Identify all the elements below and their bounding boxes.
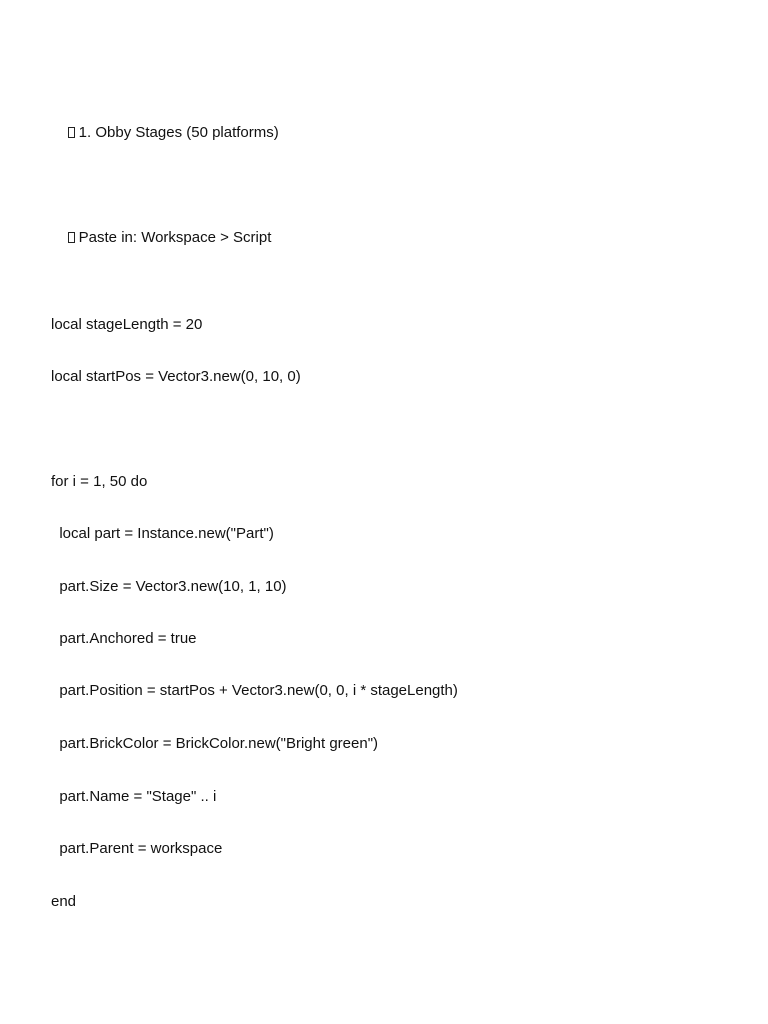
paste-instruction-text: Paste in: Workspace > Script — [78, 229, 272, 246]
missing-glyph-icon — [68, 232, 75, 243]
code-line: part.Parent = workspace — [51, 840, 223, 857]
section-heading — [51, 106, 279, 160]
code-line: local part = Instance.new("Part") — [51, 525, 274, 542]
code-line: for i = 1, 50 do — [51, 473, 148, 490]
missing-glyph-icon — [68, 127, 75, 138]
code-line: part.Name = "Stage" .. i — [51, 788, 217, 805]
paste-instruction — [51, 211, 271, 265]
code-line: local stageLength = 20 — [51, 316, 203, 333]
section-heading-text: 1. Obby Stages (50 platforms) — [78, 124, 279, 141]
code-line: part.BrickColor = BrickColor.new("Bright green") — [51, 735, 379, 752]
code-line: part.Size = Vector3.new(10, 1, 10) — [51, 578, 287, 595]
code-line: part.Position = startPos + Vector3.new(0, 0, i * stageLength) — [51, 682, 458, 699]
code-line: end — [51, 893, 77, 910]
code-line: local startPos = Vector3.new(0, 10, 0) — [51, 368, 301, 385]
code-line: part.Anchored = true — [51, 630, 197, 647]
